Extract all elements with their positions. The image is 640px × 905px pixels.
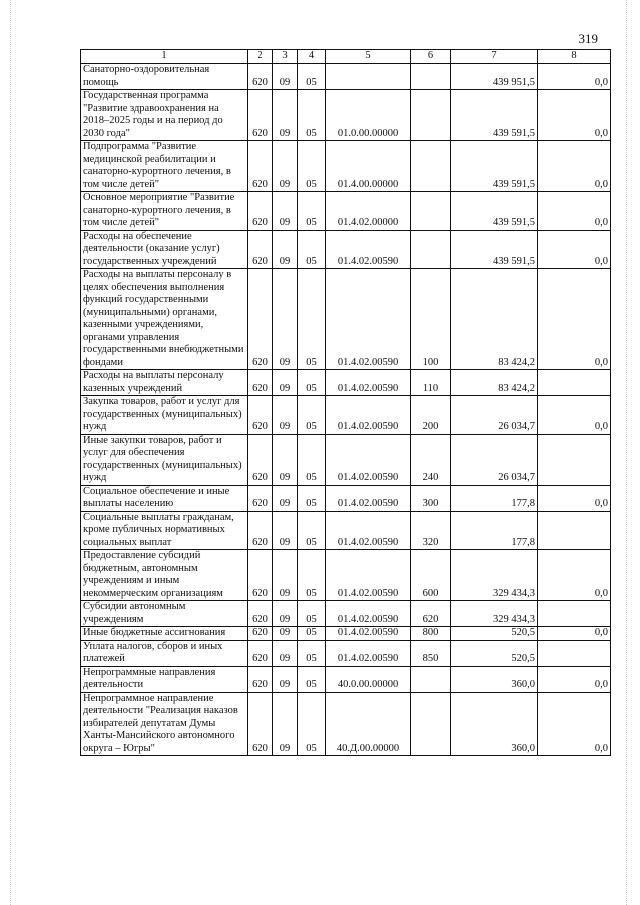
code-cell: 620	[248, 692, 273, 756]
subsection-cell: 05	[298, 434, 326, 485]
description-cell: Иные закупки товаров, работ и услуг для обеспечения государственных (муниципальных) нужд	[81, 434, 248, 485]
subsection-cell: 05	[298, 692, 326, 756]
left-scan-edge	[10, 0, 12, 905]
target-article-cell: 01.4.02.00590	[326, 370, 411, 396]
section-cell: 09	[273, 601, 298, 627]
code-cell: 620	[248, 141, 273, 192]
page-number: 319	[578, 31, 598, 46]
table-row	[81, 192, 611, 231]
table-row	[81, 90, 611, 141]
code-cell: 620	[248, 485, 273, 511]
code-cell: 620	[248, 550, 273, 601]
subsection-cell: 05	[298, 485, 326, 511]
description-cell: Расходы на выплаты персоналу казенных учреждений	[81, 370, 248, 396]
target-article-cell: 40.Д.00.00000	[326, 692, 411, 756]
description-cell: Предоставление субсидий бюджетным, автономным учреждениям и иным некоммерческим организациям	[81, 550, 248, 601]
description-cell: Социальные выплаты гражданам, кроме публичных нормативных социальных выплат	[81, 511, 248, 550]
amount-cell: 439 591,5	[451, 192, 538, 231]
target-article-cell: 01.4.02.00590	[326, 485, 411, 511]
table-row	[81, 269, 611, 370]
amount-cell: 329 434,3	[451, 601, 538, 627]
column-header: 3	[273, 50, 298, 64]
subsection-cell: 05	[298, 511, 326, 550]
expense-type-cell: 800	[411, 627, 451, 641]
column-header: 2	[248, 50, 273, 64]
column-header: 8	[538, 50, 611, 64]
description-cell: Основное мероприятие "Развитие санаторно-курортного лечения, в том числе детей"	[81, 192, 248, 231]
expense-type-cell: 110	[411, 370, 451, 396]
expense-type-cell	[411, 64, 451, 90]
column-header: 4	[298, 50, 326, 64]
section-cell: 09	[273, 230, 298, 269]
section-cell: 09	[273, 64, 298, 90]
amount-2-cell	[538, 601, 611, 627]
section-cell: 09	[273, 666, 298, 692]
section-cell: 09	[273, 692, 298, 756]
column-header: 1	[81, 50, 248, 64]
section-cell: 09	[273, 640, 298, 666]
table-row	[81, 64, 611, 90]
expense-type-cell	[411, 692, 451, 756]
amount-2-cell: 0,0	[538, 396, 611, 435]
subsection-cell: 05	[298, 550, 326, 601]
subsection-cell: 05	[298, 627, 326, 641]
expense-type-cell: 100	[411, 269, 451, 370]
code-cell: 620	[248, 230, 273, 269]
amount-cell: 177,8	[451, 511, 538, 550]
table-row	[81, 511, 611, 550]
expense-type-cell: 850	[411, 640, 451, 666]
section-cell: 09	[273, 269, 298, 370]
amount-2-cell	[538, 640, 611, 666]
section-cell: 09	[273, 90, 298, 141]
target-article-cell: 01.4.02.00590	[326, 627, 411, 641]
target-article-cell: 01.0.00.00000	[326, 90, 411, 141]
section-cell: 09	[273, 511, 298, 550]
description-cell: Социальное обеспечение и иные выплаты населению	[81, 485, 248, 511]
expense-type-cell	[411, 192, 451, 231]
amount-cell: 439 591,5	[451, 90, 538, 141]
amount-cell: 26 034,7	[451, 434, 538, 485]
amount-2-cell: 0,0	[538, 192, 611, 231]
table-row	[81, 230, 611, 269]
section-cell: 09	[273, 434, 298, 485]
section-cell: 09	[273, 627, 298, 641]
code-cell: 620	[248, 396, 273, 435]
subsection-cell: 05	[298, 640, 326, 666]
section-cell: 09	[273, 192, 298, 231]
amount-cell: 26 034,7	[451, 396, 538, 435]
table-row	[81, 666, 611, 692]
target-article-cell: 01.4.02.00590	[326, 269, 411, 370]
code-cell: 620	[248, 601, 273, 627]
amount-cell: 83 424,2	[451, 269, 538, 370]
amount-cell: 329 434,3	[451, 550, 538, 601]
table-row	[81, 627, 611, 641]
description-cell: Подпрограмма "Развитие медицинской реабилитации и санаторно-курортного лечения, в том числе детей"	[81, 141, 248, 192]
subsection-cell: 05	[298, 64, 326, 90]
target-article-cell: 01.4.02.00000	[326, 192, 411, 231]
right-scan-edge	[626, 0, 628, 905]
table-row	[81, 434, 611, 485]
table-row	[81, 550, 611, 601]
code-cell: 620	[248, 90, 273, 141]
expense-type-cell	[411, 666, 451, 692]
table-row	[81, 396, 611, 435]
amount-cell: 83 424,2	[451, 370, 538, 396]
amount-2-cell	[538, 370, 611, 396]
section-cell: 09	[273, 396, 298, 435]
subsection-cell: 05	[298, 192, 326, 231]
column-header: 7	[451, 50, 538, 64]
header-row	[81, 50, 611, 64]
code-cell: 620	[248, 370, 273, 396]
target-article-cell	[326, 64, 411, 90]
subsection-cell: 05	[298, 269, 326, 370]
amount-2-cell: 0,0	[538, 550, 611, 601]
description-cell: Закупка товаров, работ и услуг для государственных (муниципальных) нужд	[81, 396, 248, 435]
expense-type-cell: 600	[411, 550, 451, 601]
subsection-cell: 05	[298, 230, 326, 269]
budget-table	[80, 49, 611, 756]
code-cell: 620	[248, 434, 273, 485]
expense-type-cell: 620	[411, 601, 451, 627]
code-cell: 620	[248, 640, 273, 666]
target-article-cell: 01.4.02.00590	[326, 550, 411, 601]
target-article-cell: 01.4.02.00590	[326, 434, 411, 485]
expense-type-cell	[411, 90, 451, 141]
amount-cell: 360,0	[451, 692, 538, 756]
table-row	[81, 141, 611, 192]
expense-type-cell: 320	[411, 511, 451, 550]
expense-type-cell: 240	[411, 434, 451, 485]
description-cell: Расходы на выплаты персоналу в целях обеспечения выполнения функций государственными (муниципальными) органами, казенными учреждениями, органами управления государственными внебюджетными фондами	[81, 269, 248, 370]
amount-2-cell: 0,0	[538, 627, 611, 641]
subsection-cell: 05	[298, 90, 326, 141]
column-header: 5	[326, 50, 411, 64]
description-cell: Государственная программа "Развитие здравоохранения на 2018–2025 годы и на период до 2030 года"	[81, 90, 248, 141]
section-cell: 09	[273, 370, 298, 396]
amount-2-cell: 0,0	[538, 90, 611, 141]
amount-cell: 360,0	[451, 666, 538, 692]
table-row	[81, 485, 611, 511]
code-cell: 620	[248, 627, 273, 641]
code-cell: 620	[248, 64, 273, 90]
code-cell: 620	[248, 511, 273, 550]
expense-type-cell: 300	[411, 485, 451, 511]
expense-type-cell: 200	[411, 396, 451, 435]
amount-cell: 439 591,5	[451, 141, 538, 192]
table-row	[81, 640, 611, 666]
table-row	[81, 692, 611, 756]
description-cell: Расходы на обеспечение деятельности (оказание услуг) государственных учреждений	[81, 230, 248, 269]
amount-cell: 520,5	[451, 627, 538, 641]
amount-2-cell: 0,0	[538, 666, 611, 692]
amount-2-cell: 0,0	[538, 64, 611, 90]
subsection-cell: 05	[298, 370, 326, 396]
amount-2-cell: 0,0	[538, 141, 611, 192]
target-article-cell: 01.4.02.00590	[326, 640, 411, 666]
amount-2-cell	[538, 511, 611, 550]
expense-type-cell	[411, 230, 451, 269]
amount-cell: 177,8	[451, 485, 538, 511]
target-article-cell: 01.4.02.00590	[326, 511, 411, 550]
table-row	[81, 370, 611, 396]
section-cell: 09	[273, 550, 298, 601]
subsection-cell: 05	[298, 666, 326, 692]
description-cell: Непрограммное направление деятельности "Реализация наказов избирателей депутатам Думы Ханты-Мансийского автономного округа – Югры"	[81, 692, 248, 756]
subsection-cell: 05	[298, 396, 326, 435]
target-article-cell: 01.4.02.00590	[326, 396, 411, 435]
target-article-cell: 01.4.02.00590	[326, 601, 411, 627]
target-article-cell: 40.0.00.00000	[326, 666, 411, 692]
subsection-cell: 05	[298, 141, 326, 192]
table-row	[81, 601, 611, 627]
section-cell: 09	[273, 141, 298, 192]
target-article-cell: 01.4.00.00000	[326, 141, 411, 192]
expense-type-cell	[411, 141, 451, 192]
amount-2-cell	[538, 434, 611, 485]
column-header: 6	[411, 50, 451, 64]
target-article-cell: 01.4.02.00590	[326, 230, 411, 269]
description-cell: Субсидии автономным учреждениям	[81, 601, 248, 627]
amount-2-cell: 0,0	[538, 230, 611, 269]
amount-2-cell: 0,0	[538, 692, 611, 756]
amount-cell: 439 591,5	[451, 230, 538, 269]
description-cell: Непрограммные направления деятельности	[81, 666, 248, 692]
section-cell: 09	[273, 485, 298, 511]
code-cell: 620	[248, 269, 273, 370]
amount-cell: 439 951,5	[451, 64, 538, 90]
amount-2-cell: 0,0	[538, 485, 611, 511]
code-cell: 620	[248, 666, 273, 692]
amount-cell: 520,5	[451, 640, 538, 666]
description-cell: Санаторно-оздоровительная помощь	[81, 64, 248, 90]
description-cell: Уплата налогов, сборов и иных платежей	[81, 640, 248, 666]
description-cell: Иные бюджетные ассигнования	[81, 627, 248, 641]
subsection-cell: 05	[298, 601, 326, 627]
amount-2-cell: 0,0	[538, 269, 611, 370]
code-cell: 620	[248, 192, 273, 231]
